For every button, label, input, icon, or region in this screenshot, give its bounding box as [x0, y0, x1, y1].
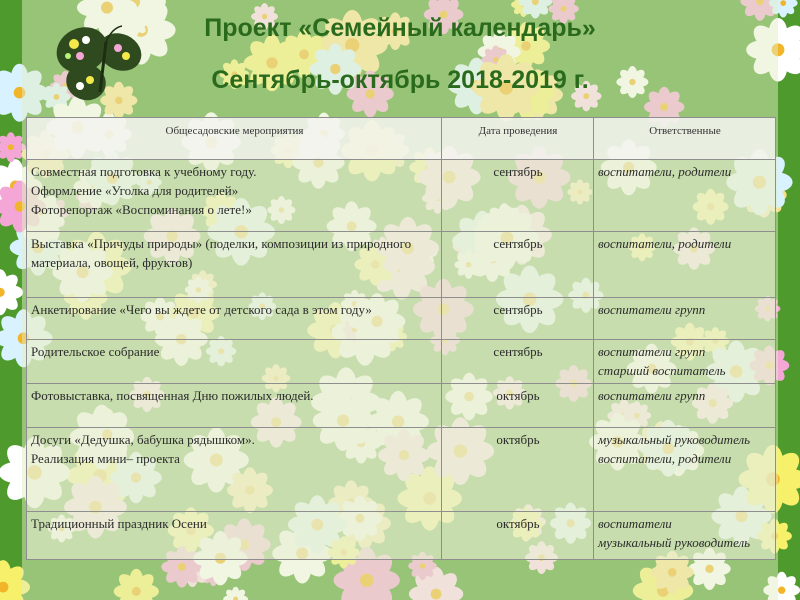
date-cell: октябрь — [442, 512, 594, 560]
table-row — [27, 512, 776, 560]
date-cell: сентябрь — [442, 340, 594, 384]
responsible-cell-line: старший воспитатель — [598, 363, 726, 378]
responsible-cell — [594, 340, 776, 384]
event-cell-line: Анкетирование «Чего вы ждете от детского сада в этом году» — [31, 302, 372, 317]
responsible-cell-line: музыкальный руководитель — [598, 432, 751, 447]
event-cell-line: Досуги «Дедушка, бабушка рядышком». — [31, 432, 255, 447]
table-header-row — [27, 118, 776, 160]
page-subtitle: Сентябрь-октябрь 2018-2019 г. — [211, 66, 589, 94]
calendar-table — [26, 117, 776, 560]
table-row — [27, 160, 776, 232]
event-cell — [27, 298, 442, 340]
date-cell: сентябрь — [442, 232, 594, 298]
table-row — [27, 298, 776, 340]
event-cell — [27, 428, 442, 512]
event-cell-line: Традиционный праздник Осени — [31, 516, 207, 531]
responsible-cell — [594, 428, 776, 512]
event-cell-line: Совместная подготовка к учебному году. — [31, 164, 257, 179]
responsible-cell-line: воспитатели групп — [598, 388, 706, 403]
responsible-cell-line: воспитатели групп — [598, 344, 706, 359]
responsible-cell — [594, 384, 776, 428]
responsible-cell-line: музыкальный руководитель — [598, 535, 751, 550]
header-date: Дата проведения — [442, 118, 594, 160]
date-cell: сентябрь — [442, 160, 594, 232]
date-cell: сентябрь — [442, 298, 594, 340]
event-cell — [27, 512, 442, 560]
page-title: Проект «Семейный календарь» — [204, 14, 596, 42]
event-cell — [27, 160, 442, 232]
date-cell: октябрь — [442, 384, 594, 428]
responsible-cell-line: воспитатели — [598, 516, 672, 531]
event-cell-line: Родительское собрание — [31, 344, 160, 359]
header-events: Общесадовские мероприятия — [27, 118, 442, 160]
date-cell: октябрь — [442, 428, 594, 512]
responsible-cell-line: воспитатели, родители — [598, 236, 732, 251]
event-cell — [27, 384, 442, 428]
table-row — [27, 384, 776, 428]
responsible-cell — [594, 512, 776, 560]
event-cell-line: Оформление «Уголка для родителей» — [31, 183, 239, 198]
responsible-cell — [594, 160, 776, 232]
responsible-cell — [594, 232, 776, 298]
event-cell-line: Выставка «Причуды природы» (поделки, композиции из природного материала, овощей, фруктов) — [31, 236, 412, 270]
table-row — [27, 340, 776, 384]
event-cell-line: Фотовыставка, посвященная Дню пожилых людей. — [31, 388, 314, 403]
responsible-cell-line: воспитатели групп — [598, 302, 706, 317]
table-row — [27, 428, 776, 512]
event-cell-line: Фоторепортаж «Воспоминания о лете!» — [31, 202, 252, 217]
event-cell — [27, 340, 442, 384]
responsible-cell — [594, 298, 776, 340]
header-responsible: Ответственные — [594, 118, 776, 160]
responsible-cell-line: воспитатели, родители — [598, 451, 732, 466]
event-cell — [27, 232, 442, 298]
table-row — [27, 232, 776, 298]
responsible-cell-line: воспитатели, родители — [598, 164, 732, 179]
event-cell-line: Реализация мини– проекта — [31, 451, 180, 466]
